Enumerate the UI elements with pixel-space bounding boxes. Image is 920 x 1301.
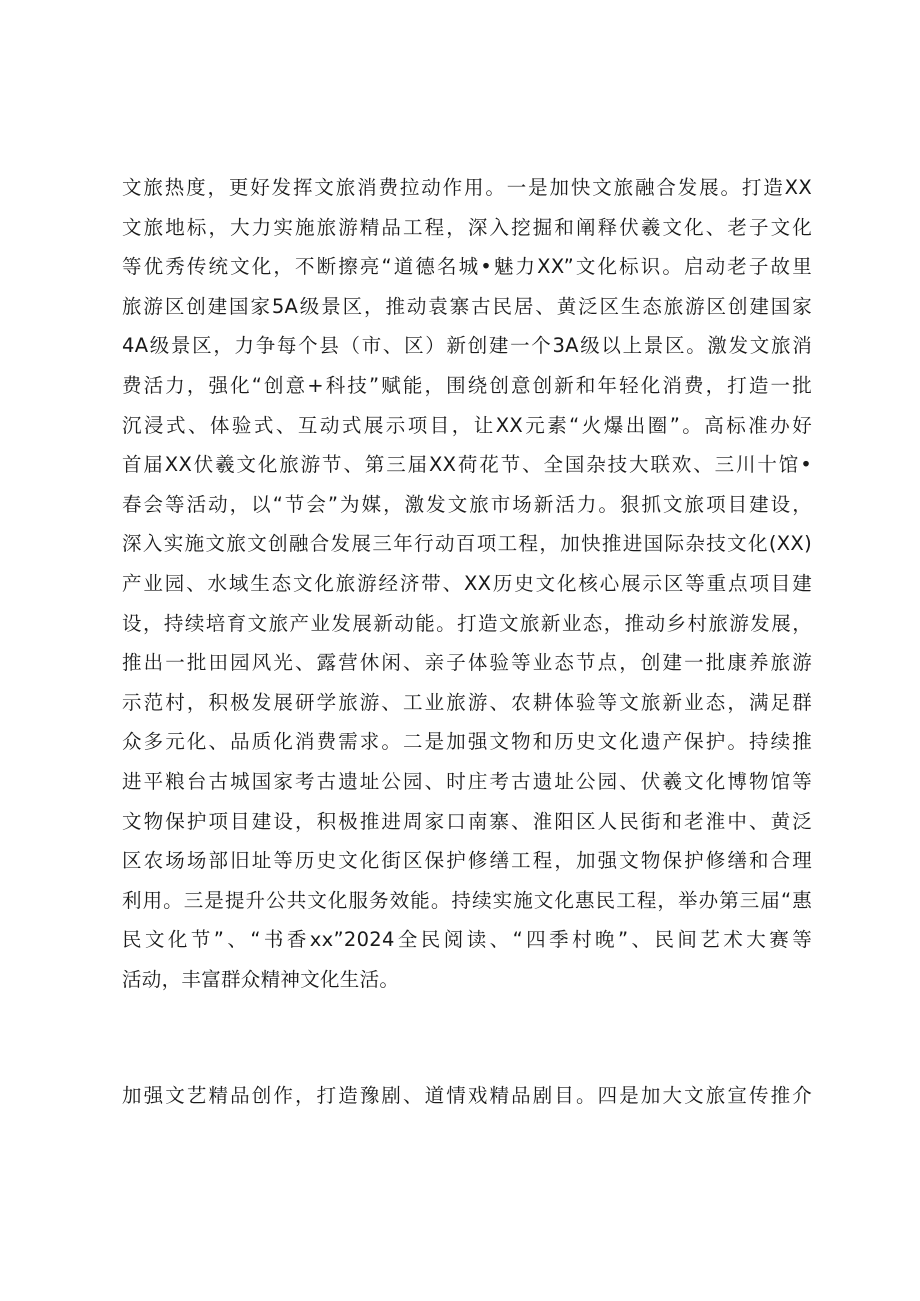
body-paragraph [122, 1076, 812, 1116]
text-line: 费活力，强化“创意+科技”赋能，围绕创意创新和年轻化消费，打造一批 [122, 373, 812, 397]
text-line: 进平粮台古城国家考古遗址公园、时庄考古遗址公园、伏羲文化博物馆等 [122, 769, 812, 793]
text-line: 区农场场部旧址等历史文化街区保护修缮工程，加强文物保护修缮和合理 [122, 849, 812, 873]
text-line: 文旅热度，更好发挥文旅消费拉动作用。一是加快文旅融合发展。打造XX [122, 176, 812, 199]
text-line: 沉浸式、体验式、互动式展示项目，让XX元素“火爆出圈”。高标准办好 [122, 413, 812, 437]
text-line: 旅游区创建国家5A级景区，推动袁寨古民居、黄泛区生态旅游区创建国家 [122, 294, 812, 318]
text-line: 春会等活动，以“节会”为媒，激发文旅市场新活力。狠抓文旅项目建设， [122, 492, 812, 516]
text-line: 活动，丰富群众精神文化生活。 [122, 967, 400, 991]
text-line: 众多元化、品质化消费需求。二是加强文物和历史文化遗产保护。持续推 [122, 730, 812, 754]
text-line: 加强文艺精品创作，打造豫剧、道情戏精品剧目。四是加大文旅宣传推介 [122, 1084, 812, 1107]
text-line: 示范村，积极发展研学旅游、工业旅游、农耕体验等文旅新业态，满足群 [122, 690, 812, 714]
text-line: 4A级景区，力争每个县（市、区）新创建一个3A级以上景区。激发文旅消 [122, 334, 812, 358]
text-line: 产业园、水域生态文化旅游经济带、XX历史文化核心展示区等重点项目建 [122, 571, 812, 595]
text-line: 文物保护项目建设，积极推进周家口南寨、淮阳区人民街和老淮中、黄泛 [122, 809, 812, 833]
text-line: 设，持续培育文旅产业发展新动能。打造文旅新业态，推动乡村旅游发展， [122, 611, 812, 635]
text-line: 首届XX伏羲文化旅游节、第三届XX荷花节、全国杂技大联欢、三川十馆• [122, 453, 812, 477]
text-line: 利用。三是提升公共文化服务效能。持续实施文化惠民工程，举办第三届“惠 [122, 888, 812, 912]
text-line: 推出一批田园风光、露营休闲、亲子体验等业态节点，创建一批康养旅游 [122, 651, 812, 675]
body-paragraph [122, 168, 812, 999]
text-line: 民文化节”、“书香xx”2024全民阅读、“四季村晚”、民间艺术大赛等 [122, 928, 812, 952]
text-line: 深入实施文旅文创融合发展三年行动百项工程，加快推进国际杂技文化(XX) [122, 532, 812, 556]
text-line: 文旅地标，大力实施旅游精品工程，深入挖掘和阐释伏羲文化、老子文化 [122, 215, 812, 239]
text-line: 等优秀传统文化，不断擦亮“道德名城•魅力XX”文化标识。启动老子故里 [122, 255, 812, 279]
